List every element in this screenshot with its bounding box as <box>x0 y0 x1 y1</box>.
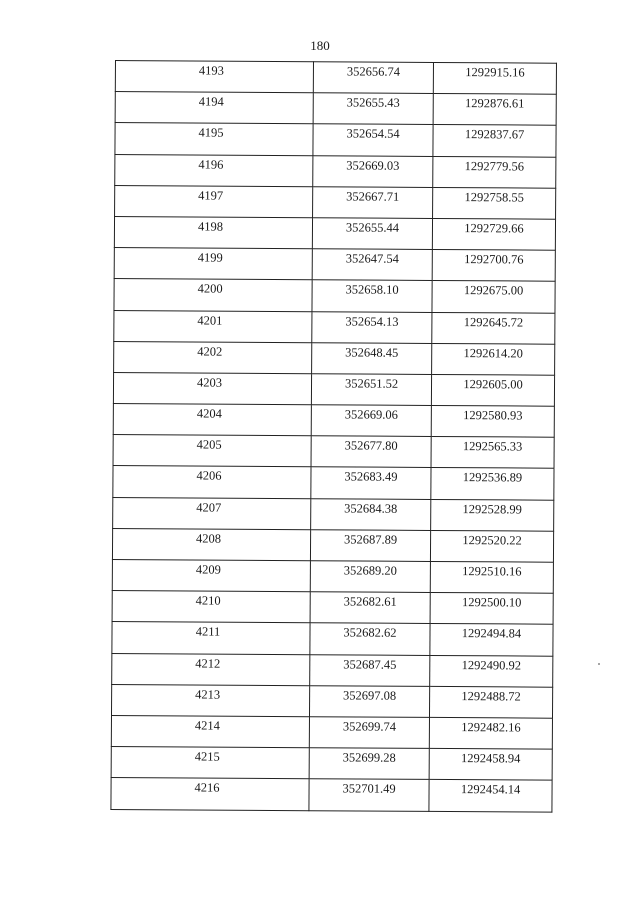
y-coordinate-cell-text: 1292876.61 <box>465 96 525 111</box>
table-row <box>112 528 553 562</box>
y-coordinate-cell-text: 1292482.16 <box>461 720 521 735</box>
y-coordinate-cell <box>429 780 552 812</box>
y-coordinate-cell <box>430 593 553 625</box>
table-row <box>112 622 553 656</box>
point-id-cell-text: 4203 <box>196 375 223 390</box>
x-coordinate-cell-text: 352699.74 <box>342 719 397 734</box>
point-id-cell <box>115 123 313 155</box>
x-coordinate-cell <box>313 155 433 187</box>
y-coordinate-cell <box>429 749 552 781</box>
y-coordinate-cell <box>432 343 555 375</box>
x-coordinate-cell <box>313 186 433 218</box>
table-row <box>115 154 556 188</box>
y-coordinate-cell-text: 1292729.66 <box>464 221 524 236</box>
x-coordinate-cell-text: 352682.62 <box>343 625 397 641</box>
x-coordinate-cell <box>312 218 432 250</box>
y-coordinate-cell <box>433 62 556 94</box>
table-row <box>114 279 555 313</box>
point-id-cell-text: 4207 <box>196 500 222 515</box>
point-id-cell <box>111 715 309 747</box>
point-id-cell <box>113 435 311 467</box>
y-coordinate-cell <box>432 218 555 250</box>
point-id-cell-text: 4204 <box>196 406 222 421</box>
x-coordinate-cell-text: 352669.03 <box>346 157 400 173</box>
coordinates-table-body <box>111 61 557 812</box>
point-id-cell-text: 4216 <box>194 780 220 795</box>
x-coordinate-cell-text: 352654.54 <box>346 126 400 142</box>
point-id-cell-text: 4208 <box>196 531 222 546</box>
y-coordinate-cell <box>432 312 555 344</box>
point-id-cell <box>111 778 309 810</box>
point-id-cell-text: 4194 <box>198 94 224 109</box>
x-coordinate-cell-text: 352658.10 <box>345 282 399 298</box>
x-coordinate-cell-text: 352701.49 <box>342 781 396 797</box>
x-coordinate-cell <box>311 374 431 406</box>
point-id-cell <box>115 154 313 186</box>
table-row <box>112 591 553 625</box>
x-coordinate-cell-text: 352682.61 <box>343 594 397 609</box>
x-coordinate-cell <box>311 436 431 468</box>
point-id-cell-text: 4210 <box>195 593 221 608</box>
point-id-cell <box>113 404 311 436</box>
y-coordinate-cell <box>433 125 556 157</box>
point-id-cell <box>112 559 310 591</box>
point-id-cell <box>112 653 310 685</box>
x-coordinate-cell <box>309 779 429 811</box>
point-id-cell-text: 4197 <box>198 188 224 203</box>
point-id-cell-text: 4215 <box>194 749 220 764</box>
x-coordinate-cell-text: 352669.06 <box>344 407 398 422</box>
table-row <box>113 466 554 500</box>
table-row <box>114 341 555 375</box>
point-id-cell <box>113 466 311 498</box>
y-coordinate-cell-text: 1292675.00 <box>463 283 524 298</box>
point-id-cell <box>113 497 311 529</box>
x-coordinate-cell-text: 352654.13 <box>345 313 399 329</box>
y-coordinate-cell-text: 1292520.22 <box>462 532 522 548</box>
y-coordinate-cell-text: 1292500.10 <box>461 595 522 610</box>
y-coordinate-cell <box>430 624 553 656</box>
y-coordinate-cell-text: 1292490.92 <box>461 657 522 673</box>
point-id-cell-text: 4209 <box>195 562 221 577</box>
point-id-cell-text: 4198 <box>197 219 224 234</box>
y-coordinate-cell-text: 1292494.84 <box>461 626 522 641</box>
x-coordinate-cell <box>312 249 432 281</box>
x-coordinate-cell-text: 352697.08 <box>343 688 397 703</box>
point-id-cell <box>114 341 312 373</box>
table-row <box>114 216 555 250</box>
x-coordinate-cell-text: 352683.49 <box>344 469 398 485</box>
table-row <box>111 684 552 718</box>
point-id-cell <box>112 528 310 560</box>
x-coordinate-cell-text: 352651.52 <box>344 376 399 391</box>
point-id-cell-text: 4196 <box>198 157 224 172</box>
point-id-cell <box>111 684 309 716</box>
y-coordinate-cell-text: 1292488.72 <box>461 688 521 704</box>
y-coordinate-cell-text: 1292528.99 <box>462 501 522 517</box>
x-coordinate-cell <box>313 62 433 94</box>
y-coordinate-cell-text: 1292645.72 <box>463 314 524 329</box>
y-coordinate-cell <box>431 374 554 406</box>
y-coordinate-cell <box>433 94 556 126</box>
x-coordinate-cell-text: 352656.74 <box>346 64 401 79</box>
table-row <box>113 372 554 406</box>
point-id-cell <box>115 61 313 93</box>
point-id-cell-text: 4214 <box>194 718 220 733</box>
y-coordinate-cell-text: 1292837.67 <box>464 127 525 142</box>
x-coordinate-cell-text: 352647.54 <box>345 251 399 266</box>
y-coordinate-cell <box>429 717 552 749</box>
table-row <box>114 248 555 282</box>
y-coordinate-cell <box>432 250 555 282</box>
point-id-cell-text: 4206 <box>196 468 222 484</box>
y-coordinate-cell <box>433 156 556 188</box>
table-row <box>115 61 556 95</box>
table-row <box>111 747 552 781</box>
table-row <box>113 435 554 469</box>
x-coordinate-cell <box>312 311 432 343</box>
y-coordinate-cell-text: 1292580.93 <box>463 408 523 423</box>
x-coordinate-cell <box>311 405 431 437</box>
x-coordinate-cell <box>313 124 433 156</box>
x-coordinate-cell-text: 352655.44 <box>345 220 400 235</box>
point-id-cell-text: 4202 <box>197 344 223 359</box>
point-id-cell <box>115 185 313 217</box>
y-coordinate-cell <box>430 655 553 687</box>
table-row <box>112 559 553 593</box>
y-coordinate-cell-text: 1292700.76 <box>464 252 524 267</box>
x-coordinate-cell-text: 352687.89 <box>343 532 398 547</box>
x-coordinate-cell <box>312 280 432 312</box>
x-coordinate-cell <box>309 685 429 717</box>
scan-speck <box>598 663 600 665</box>
table-row <box>115 92 556 126</box>
point-id-cell-text: 4193 <box>198 63 224 78</box>
point-id-cell-text: 4201 <box>197 313 223 328</box>
y-coordinate-cell-text: 1292915.16 <box>465 65 525 80</box>
point-id-cell <box>114 279 312 311</box>
x-coordinate-cell <box>311 498 431 530</box>
point-id-cell-text: 4205 <box>196 437 222 452</box>
table-row <box>111 778 552 812</box>
y-coordinate-cell-text: 1292454.14 <box>460 782 521 797</box>
x-coordinate-cell-text: 352687.45 <box>343 656 397 672</box>
x-coordinate-cell <box>309 748 429 780</box>
x-coordinate-cell <box>310 654 430 686</box>
point-id-cell-text: 4213 <box>195 687 221 702</box>
table-row <box>115 123 556 157</box>
page-number: 180 <box>310 38 330 53</box>
table-row <box>112 653 553 687</box>
y-coordinate-cell <box>431 468 554 500</box>
x-coordinate-cell <box>311 467 431 499</box>
x-coordinate-cell <box>310 561 430 593</box>
y-coordinate-cell-text: 1292614.20 <box>463 345 523 361</box>
x-coordinate-cell-text: 352684.38 <box>344 501 398 516</box>
table-row <box>113 497 554 531</box>
table-row <box>113 404 554 438</box>
point-id-cell-text: 4211 <box>195 624 221 640</box>
point-id-cell <box>114 248 312 280</box>
table-row <box>111 715 552 749</box>
table-row <box>114 310 555 344</box>
point-id-cell <box>112 591 310 623</box>
y-coordinate-cell-text: 1292758.55 <box>464 189 524 205</box>
x-coordinate-cell-text: 352648.45 <box>345 345 399 360</box>
y-coordinate-cell <box>433 187 556 219</box>
x-coordinate-cell-text: 352655.43 <box>346 95 400 110</box>
x-coordinate-cell <box>310 592 430 624</box>
point-id-cell-text: 4200 <box>197 281 223 296</box>
y-coordinate-cell-text: 1292565.33 <box>462 439 523 454</box>
x-coordinate-cell <box>310 623 430 655</box>
y-coordinate-cell <box>430 561 553 593</box>
point-id-cell-text: 4195 <box>198 125 224 141</box>
y-coordinate-cell-text: 1292510.16 <box>462 564 522 579</box>
point-id-cell <box>112 622 310 654</box>
point-id-cell <box>114 310 312 342</box>
x-coordinate-cell <box>313 93 433 125</box>
y-coordinate-cell-text: 1292536.89 <box>462 470 523 485</box>
x-coordinate-cell-text: 352667.71 <box>346 189 400 204</box>
y-coordinate-cell-text: 1292605.00 <box>463 377 523 392</box>
point-id-cell-text: 4199 <box>197 250 223 265</box>
y-coordinate-cell <box>431 406 554 438</box>
y-coordinate-cell <box>431 437 554 469</box>
point-id-cell <box>114 216 312 248</box>
x-coordinate-cell-text: 352689.20 <box>343 563 397 578</box>
point-id-cell <box>115 92 313 124</box>
y-coordinate-cell <box>430 530 553 562</box>
point-id-cell-text: 4212 <box>195 656 221 671</box>
x-coordinate-cell-text: 352699.28 <box>342 750 396 765</box>
y-coordinate-cell-text: 1292458.94 <box>461 751 521 766</box>
x-coordinate-cell <box>309 717 429 749</box>
point-id-cell <box>113 372 311 404</box>
x-coordinate-cell <box>312 342 432 374</box>
y-coordinate-cell-text: 1292779.56 <box>464 158 525 174</box>
point-id-cell <box>111 747 309 779</box>
x-coordinate-cell <box>310 530 430 562</box>
y-coordinate-cell <box>429 686 552 718</box>
y-coordinate-cell <box>432 281 555 313</box>
y-coordinate-cell <box>431 499 554 531</box>
x-coordinate-cell-text: 352677.80 <box>344 438 398 453</box>
coordinates-table <box>110 60 557 812</box>
table-row <box>115 185 556 219</box>
